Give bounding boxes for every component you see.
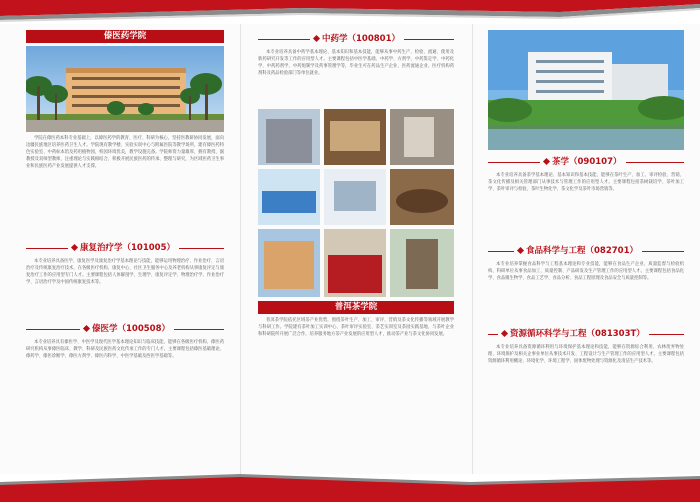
tea-college-title-bar: 普洱茶学院	[258, 301, 454, 314]
tea-college-intro-text: 普洱茶学院依托区域茶产业优势，围绕茶叶生产、加工、审评、营销及茶文化传播等领域开展教学与科研工作。学院建有茶叶加工实训中心、茶叶审评实验室、茶艺实训室及茶园实践基地，与茶叶企业和科研院所开展广泛合作，培养服务地方茶产业发展的应用型人才，推动茶产业与茶文化协同发展。	[258, 318, 454, 337]
program-heading-chinese-herb: 中药学（100801）	[258, 33, 454, 46]
program-heading-dai-medicine: 傣医学（100508）	[26, 323, 224, 336]
diamond-bullet-icon	[501, 330, 508, 337]
bottom-decorative-band	[0, 474, 700, 502]
diamond-bullet-icon	[83, 325, 90, 332]
panel-programs	[488, 30, 684, 416]
program-heading-tea: 茶学（090107）	[488, 156, 684, 169]
college-intro-text: 学院在傣医药本科专业基础上，以傣医药学的教育、医疗、科研为核心，坚持医教研协同发展，面向边疆民族地区培养医药卫生人才。学院现有教学楼、实验实训中心与附属医院等教学场所，建有傣医药特色实验室、中药标本馆及药用植物园，校园环境优美，教学设施完备。学院师资力量雄厚，拥有教授、副教授及双师型教师，注重理论与实践相结合，积极开展民族医药的传承、整理与研究，为区域医药卫生事业和民族医药产业发展提供人才支撑。	[26, 136, 224, 169]
diamond-bullet-icon	[71, 244, 78, 251]
diamond-bullet-icon	[543, 158, 550, 165]
program-heading-resource-recycling: 资源循环科学与工程（081303T）	[488, 328, 684, 341]
program-heading-rehab: 康复治疗学（101005）	[26, 242, 224, 255]
tea-college-building-photo	[488, 30, 684, 150]
program-desc-resource-recycling: 本专业培养具备资源循环利用与环境保护基本理论和技能，能够在资源综合利用、农林废弃物处理、环境保护及相关企事业单位从事技术开发、工程设计与生产管理工作的应用型人才。主要课程包括资源循环利用概论、环境化学、环境工程学、固体废物处理与资源化及清洁生产技术等。	[488, 345, 684, 364]
top-decorative-band	[0, 0, 700, 24]
panel-herb-tea	[258, 30, 454, 423]
photo-collage	[258, 109, 454, 297]
campus-building-photo	[26, 46, 224, 132]
program-desc-chinese-herb: 本专业培养具备中药学基本理论、基本知识和基本技能，能够从事中药生产、检验、流通、使用及新药研究开发等工作的应用型人才。主要课程包括中医学基础、中药学、方剂学、中药鉴定学、中药化学、中药药剂学、中药炮制学及药事管理学等，毕业生可在药品生产企业、医药流通企业、医疗机构药剂科及药品检验部门等单位就业。	[258, 50, 454, 76]
diamond-bullet-icon	[313, 35, 320, 42]
panel-dai-medicine	[26, 30, 224, 403]
diamond-bullet-icon	[517, 247, 524, 254]
program-heading-food-science: 食品科学与工程（082701）	[488, 245, 684, 258]
program-desc-food-science: 本专业培养掌握食品科学与工程基本理论和专业技能，能够在食品生产企业、质量监督与检验机构、科研单位从事食品加工、质量控制、产品研发及生产管理工作的应用型人才。主要课程包括食品化学、食品微生物学、食品工艺学、食品分析、食品工程原理及食品安全与质量控制等。	[488, 262, 684, 281]
fold-line-left	[240, 24, 241, 474]
program-desc-rehab: 本专业培养具备医学、康复医学及康复治疗学基本理论与技能，能够运用物理治疗、作业治疗、言语治疗及传统康复治疗技术，在各级医疗机构、康复中心、社区卫生服务中心及养老机构从事康复评定与康复治疗工作的应用型专门人才。主要课程包括人体解剖学、生理学、康复评定学、物理治疗学、作业治疗学、言语治疗学及中国传统康复技术等。	[26, 259, 224, 285]
college-title-bar: 傣医药学院	[26, 30, 224, 43]
fold-line-right	[472, 24, 473, 474]
program-desc-dai-medicine: 本专业培养具有傣医学、中医学及现代医学基本理论知识与临床技能，能够在各级医疗机构、傣医药研究机构从事傣医临床、教学、科研及民族医药文化传承工作的专门人才。主要课程包括傣医基础理论、傣药学、傣医诊断学、傣医方剂学、傣医内科学、中医学基础及西医学基础等。	[26, 340, 224, 359]
program-desc-tea: 本专业培养具备茶学基本理论、基本知识和基本技能，能够在茶叶生产、加工、审评检验、营销、茶文化传播及相关管理部门从事技术与管理工作的应用型人才。主要课程包括茶树栽培学、茶叶加工学、茶叶审评与检验、茶叶生物化学、茶文化学及茶叶市场营销等。	[488, 173, 684, 192]
